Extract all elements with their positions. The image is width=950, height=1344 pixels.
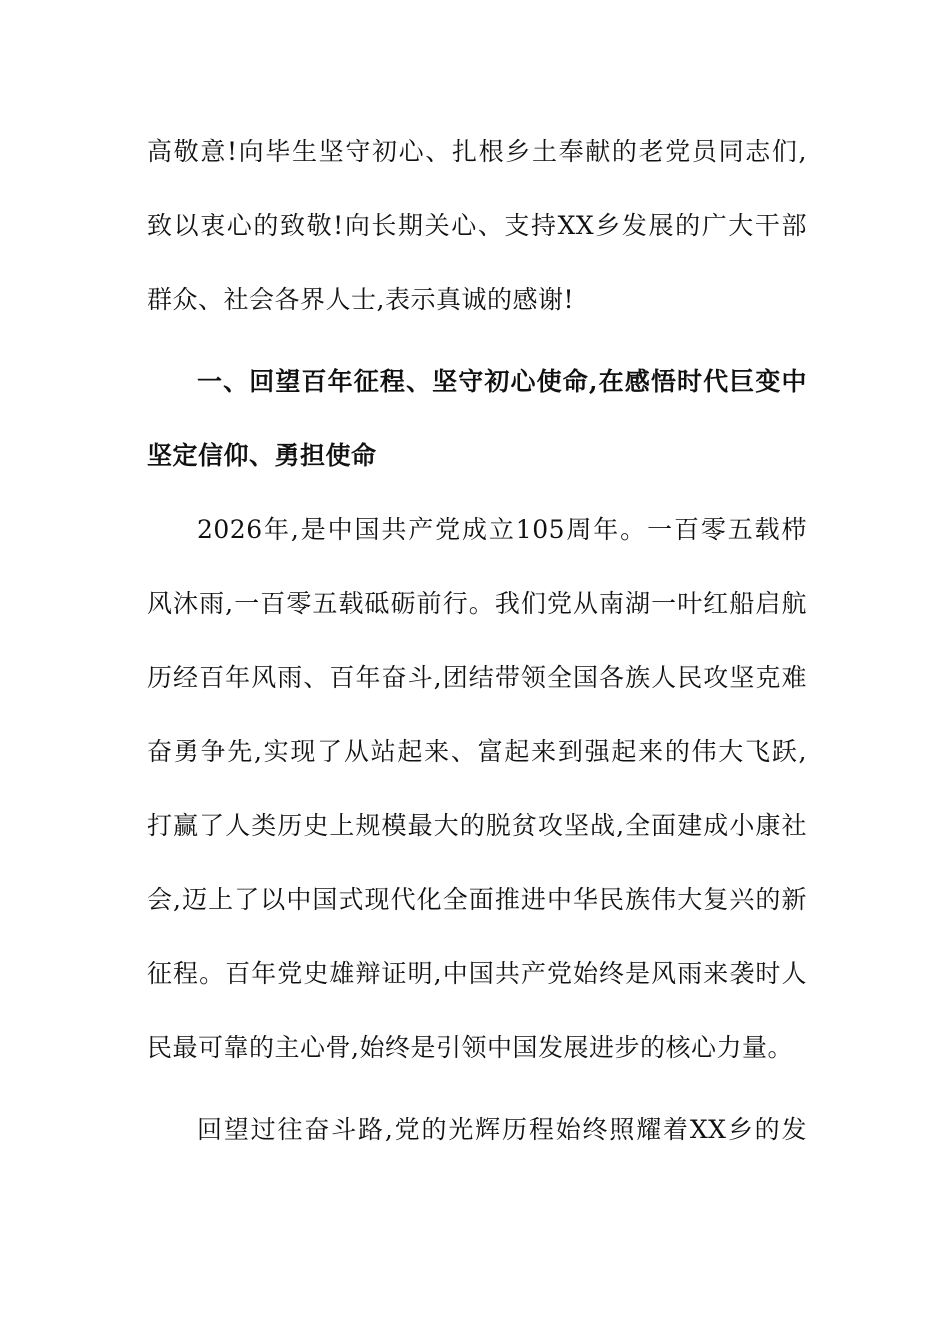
paragraph-line: 奋勇争先,实现了从站起来、富起来到强起来的伟大飞跃,: [147, 737, 807, 766]
paragraph-line: 群众、社会各界人士,表示真诚的感谢!: [147, 285, 574, 314]
paragraph-line: 回望过往奋斗路,党的光辉历程始终照耀着XX乡的发: [197, 1115, 807, 1144]
paragraph-line: 会,迈上了以中国式现代化全面推进中华民族伟大复兴的新: [147, 885, 807, 914]
paragraph-line: 致以衷心的致敬!向长期关心、支持XX乡发展的广大干部: [147, 211, 807, 240]
paragraph-line: 高敬意!向毕生坚守初心、扎根乡土奉献的老党员同志们,: [147, 137, 807, 166]
paragraph-line: 打赢了人类历史上规模最大的脱贫攻坚战,全面建成小康社: [147, 811, 807, 840]
paragraph-line: 民最可靠的主心骨,始终是引领中国发展进步的核心力量。: [147, 1033, 793, 1062]
paragraph-line: 征程。百年党史雄辩证明,中国共产党始终是风雨来袭时人: [147, 959, 807, 988]
paragraph-line: 历经百年风雨、百年奋斗,团结带领全国各族人民攻坚克难: [147, 663, 807, 692]
paragraph-line: 风沐雨,一百零五载砥砺前行。我们党从南湖一叶红船启航: [147, 589, 807, 618]
section-heading: 一、回望百年征程、坚守初心使命,在感悟时代巨变中: [197, 367, 807, 396]
section-heading: 坚定信仰、勇担使命: [147, 441, 377, 470]
paragraph-line: 2026年,是中国共产党成立105周年。一百零五载栉: [197, 515, 807, 544]
